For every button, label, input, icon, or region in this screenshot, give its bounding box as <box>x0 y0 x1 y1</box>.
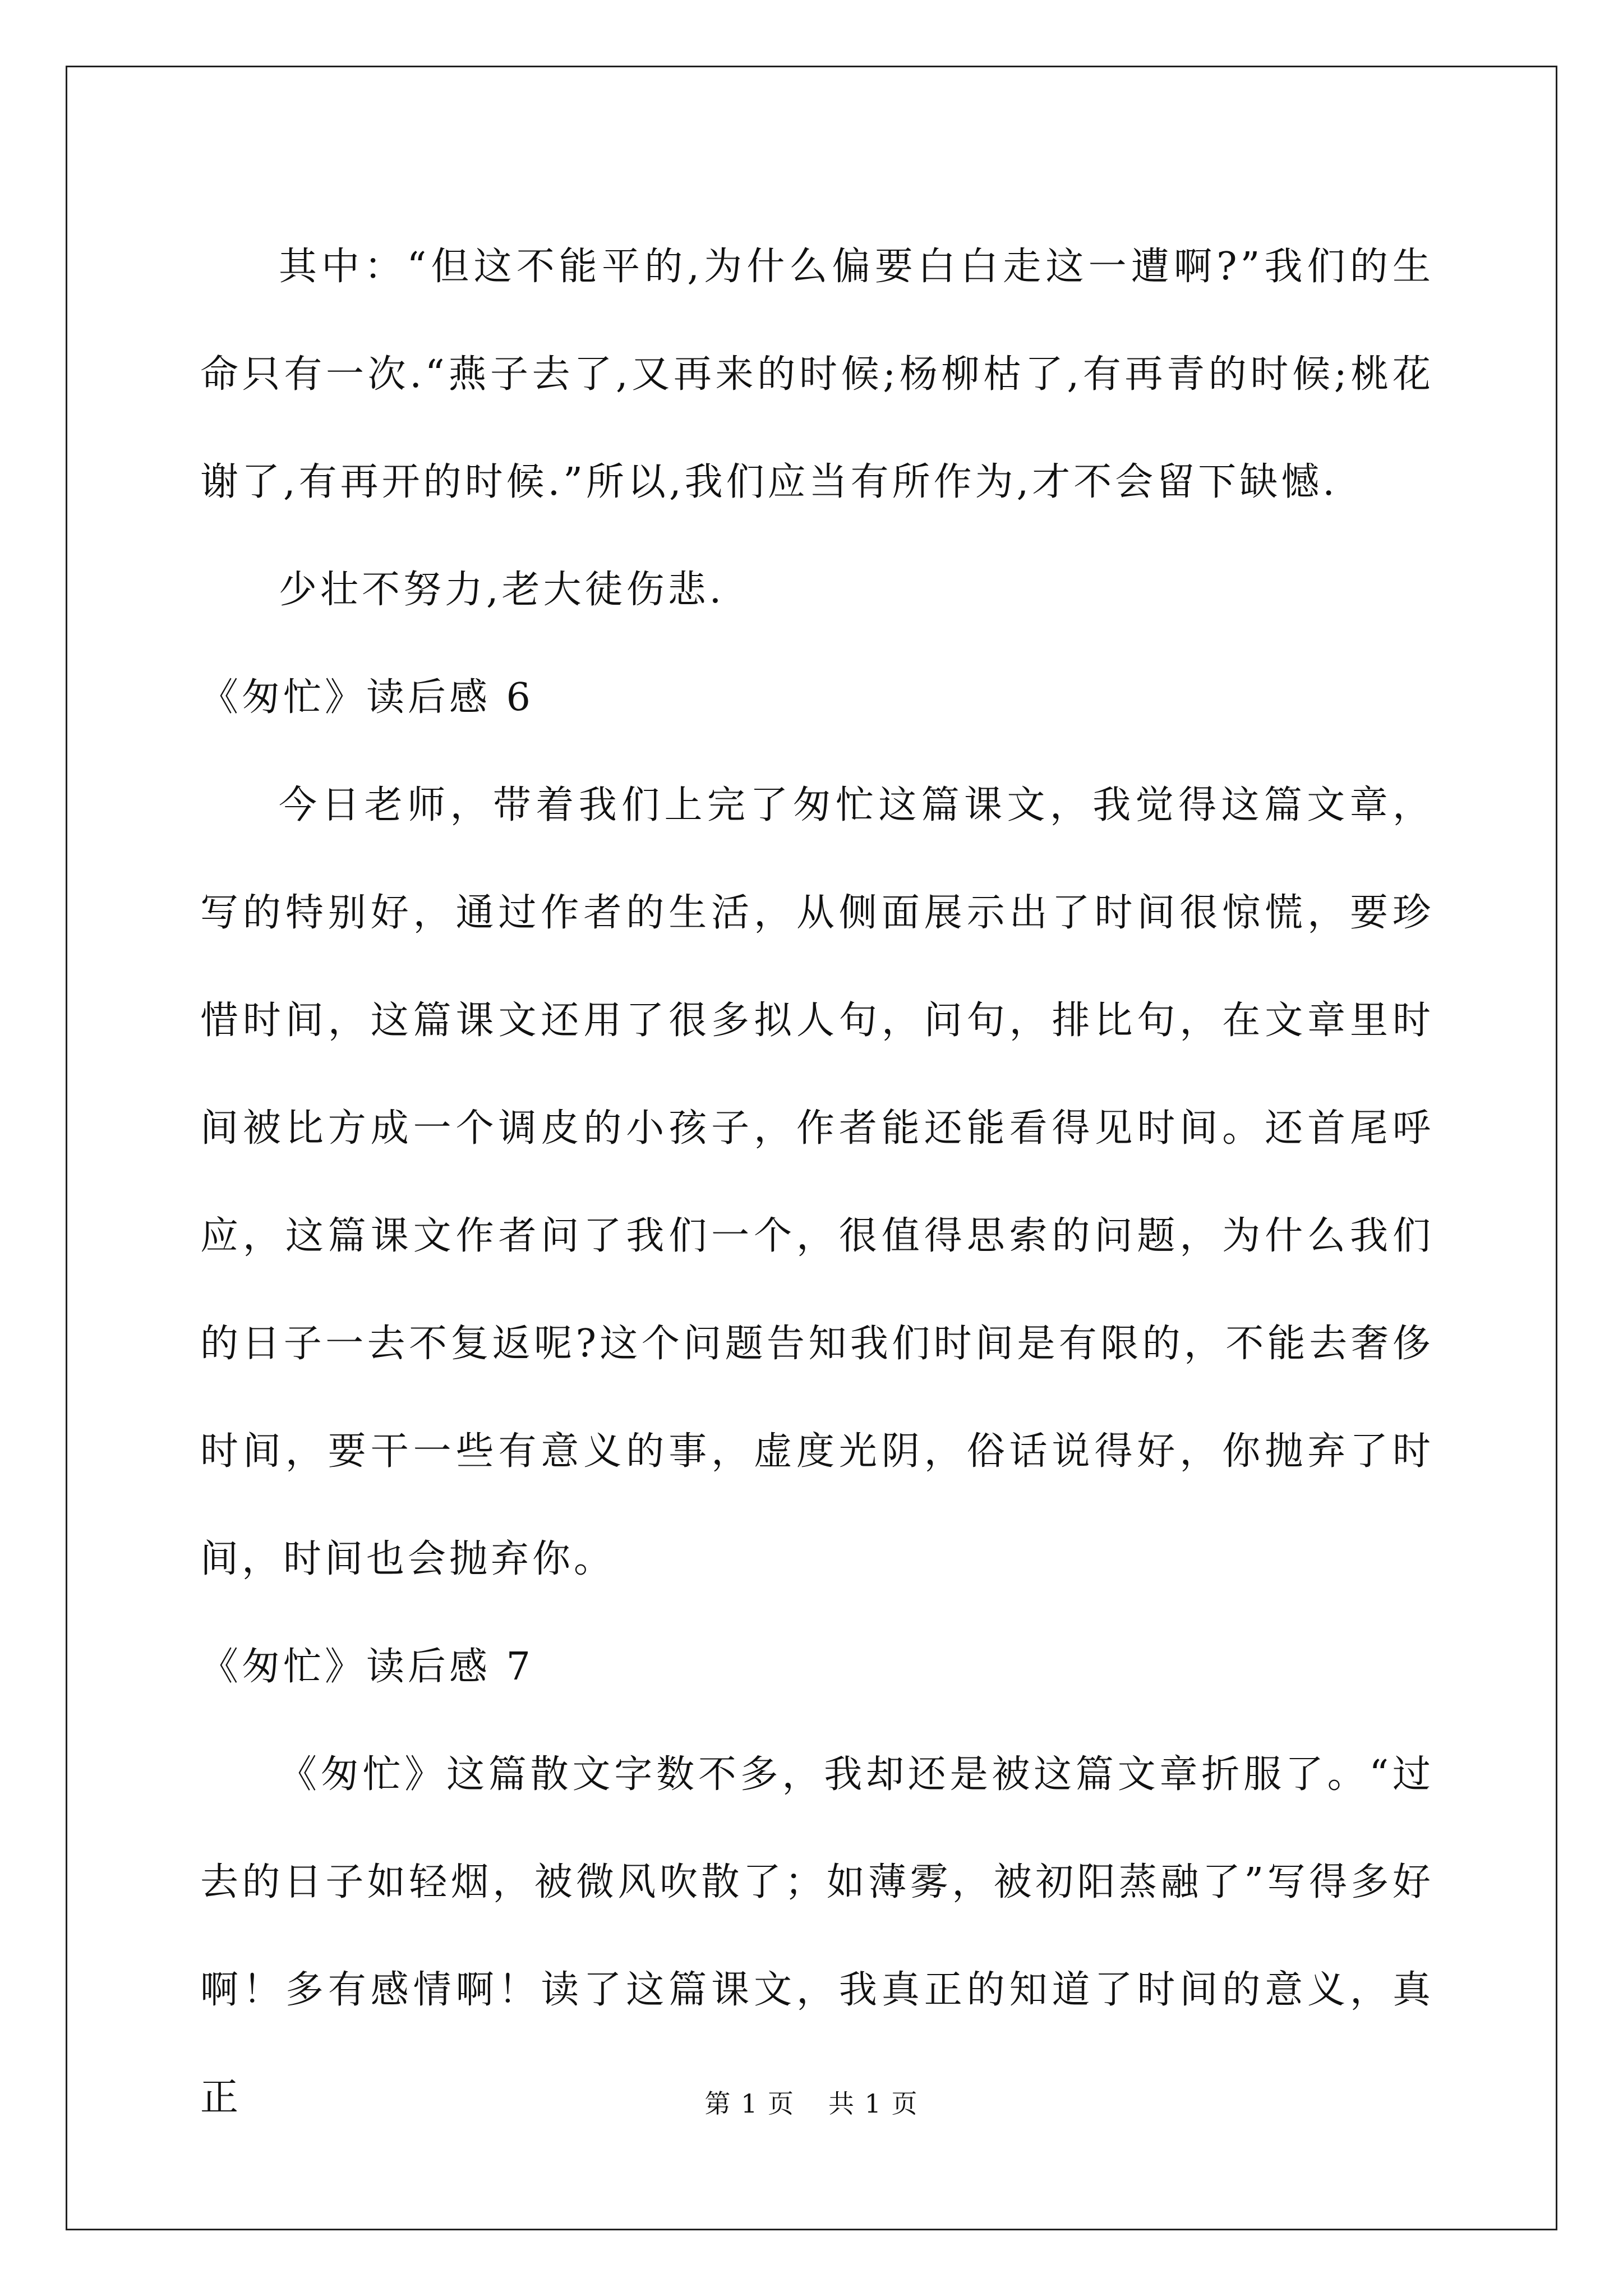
page-number: 第 1 页 <box>704 2088 795 2119</box>
section-heading: 《匆忙》读后感 6 <box>200 675 534 720</box>
paragraph: 其中：“但这不能平的,为什么偏要白白走这一遭啊?”我们的生命只有一次.“燕子去了,又再来的时候;杨柳枯了,有再青的时候;桃花谢了,有再开的时候.”所以,我们应当有所作为,才不会留下缺憾. <box>200 245 1434 504</box>
page-total: 共 1 页 <box>828 2088 919 2119</box>
page-footer <box>0 2087 1623 2120</box>
section-heading: 《匆忙》读后感 7 <box>200 1645 534 1689</box>
document-body <box>200 213 1434 2152</box>
paragraph: 少壮不努力,老大徒伤悲. <box>279 568 725 612</box>
paragraph: 《匆忙》这篇散文字数不多，我却还是被这篇文章折服了。“过去的日子如轻烟，被微风吹散了；如薄雾，被初阳蒸融了”写得多好啊！多有感情啊！读了这篇课文，我真正的知道了时间的意义，真正 <box>200 1752 1434 2120</box>
paragraph: 今日老师，带着我们上完了匆忙这篇课文，我觉得这篇文章，写的特别好，通过作者的生活，从侧面展示出了时间很惊慌，要珍惜时间，这篇课文还用了很多拟人句，问句，排比句，在文章里时间被比方成一个调皮的小孩子，作者能还能看得见时间。还首尾呼应，这篇课文作者问了我们一个，很值得思索的问题，为什么我们的日子一去不复返呢?这个问题告知我们时间是有限的，不能去奢侈时间，要干一些有意义的事，虚度光阴，俗话说得好，你抛弃了时间，时间也会抛弃你。 <box>200 783 1434 1581</box>
